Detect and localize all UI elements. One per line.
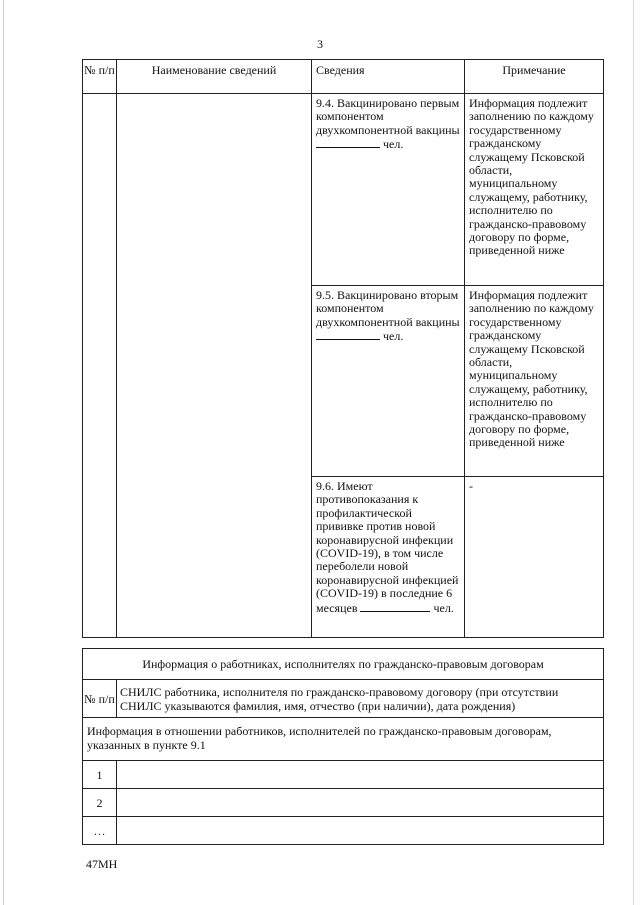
scan-edge-right xyxy=(633,0,634,905)
document-code: 47МН xyxy=(86,857,118,871)
page-number: 3 xyxy=(317,37,323,51)
name-cell-empty xyxy=(117,94,312,638)
fill-in-blank xyxy=(316,137,380,148)
fill-in-blank xyxy=(316,329,380,340)
entry-cell xyxy=(117,789,604,817)
note-cell xyxy=(465,286,604,477)
relation-row xyxy=(83,718,604,761)
note-text: Информация подлежит заполнению по каждому государственному гражданскому служащему Псковской области, муниципальному служащему, работнику, исполнителю по гражданско-правовому договору по форме, приведенной ниже xyxy=(469,96,594,258)
note-text: Информация подлежит заполнению по каждому государственному гражданскому служащему Псковской области, муниципальному служащему, работнику, исполнителю по гражданско-правовому договору по форме, приведенной ниже xyxy=(469,288,594,450)
fill-in-blank xyxy=(360,601,430,612)
unit-label: чел. xyxy=(383,329,404,344)
number-cell-empty xyxy=(83,94,117,638)
row-number: 1 xyxy=(83,761,117,789)
info-cell xyxy=(312,94,465,286)
header-name: Наименование сведений xyxy=(117,60,312,94)
note-text: - xyxy=(469,479,473,493)
info-table-title: Информация о работниках, исполнителях по гражданско-правовым договорам xyxy=(83,649,604,680)
list-item xyxy=(83,761,604,789)
entry-cell xyxy=(117,817,604,845)
list-item xyxy=(83,789,604,817)
info-text: 9.5. Вакцинировано вторым компонентом двухкомпонентной вакцины xyxy=(316,288,460,329)
workers-info-table xyxy=(82,648,604,845)
row-number: … xyxy=(83,817,117,845)
table-row xyxy=(83,94,604,286)
unit-label: чел. xyxy=(383,137,404,152)
snils-header-row xyxy=(83,680,604,718)
scan-edge-left xyxy=(3,0,4,905)
list-item xyxy=(83,817,604,845)
entry-cell xyxy=(117,761,604,789)
vaccination-info-table xyxy=(82,59,604,638)
info-cell xyxy=(312,477,465,638)
unit-label: чел. xyxy=(433,600,454,615)
note-cell xyxy=(465,94,604,286)
relation-text: Информация в отношении работников, исполнителей по гражданско-правовым договорам, указанных в пункте 9.1 xyxy=(83,718,604,761)
info-title-row xyxy=(83,649,604,680)
header-note: Примечание xyxy=(465,60,604,94)
note-cell xyxy=(465,477,604,638)
snils-header: СНИЛС работника, исполнителя по гражданско-правовому договору (при отсутствии СНИЛС указываются фамилия, имя, отчество (при наличии), дата рождения) xyxy=(117,680,604,718)
header-info: Сведения xyxy=(312,60,465,94)
info-cell xyxy=(312,286,465,477)
row-number: 2 xyxy=(83,789,117,817)
info-text: 9.6. Имеют противопоказания к профилактической прививке против новой коронавирусной инфекции (COVID-19), в том числе переболели новой коронавирусной инфекцией (COVID-19) в последние 6 месяцев xyxy=(316,479,459,615)
header-number: № п/п xyxy=(83,60,117,94)
info-number-header: № п/п xyxy=(83,680,117,718)
table-header-row xyxy=(83,60,604,94)
info-text: 9.4. Вакцинировано первым компонентом двухкомпонентной вакцины xyxy=(316,96,460,137)
